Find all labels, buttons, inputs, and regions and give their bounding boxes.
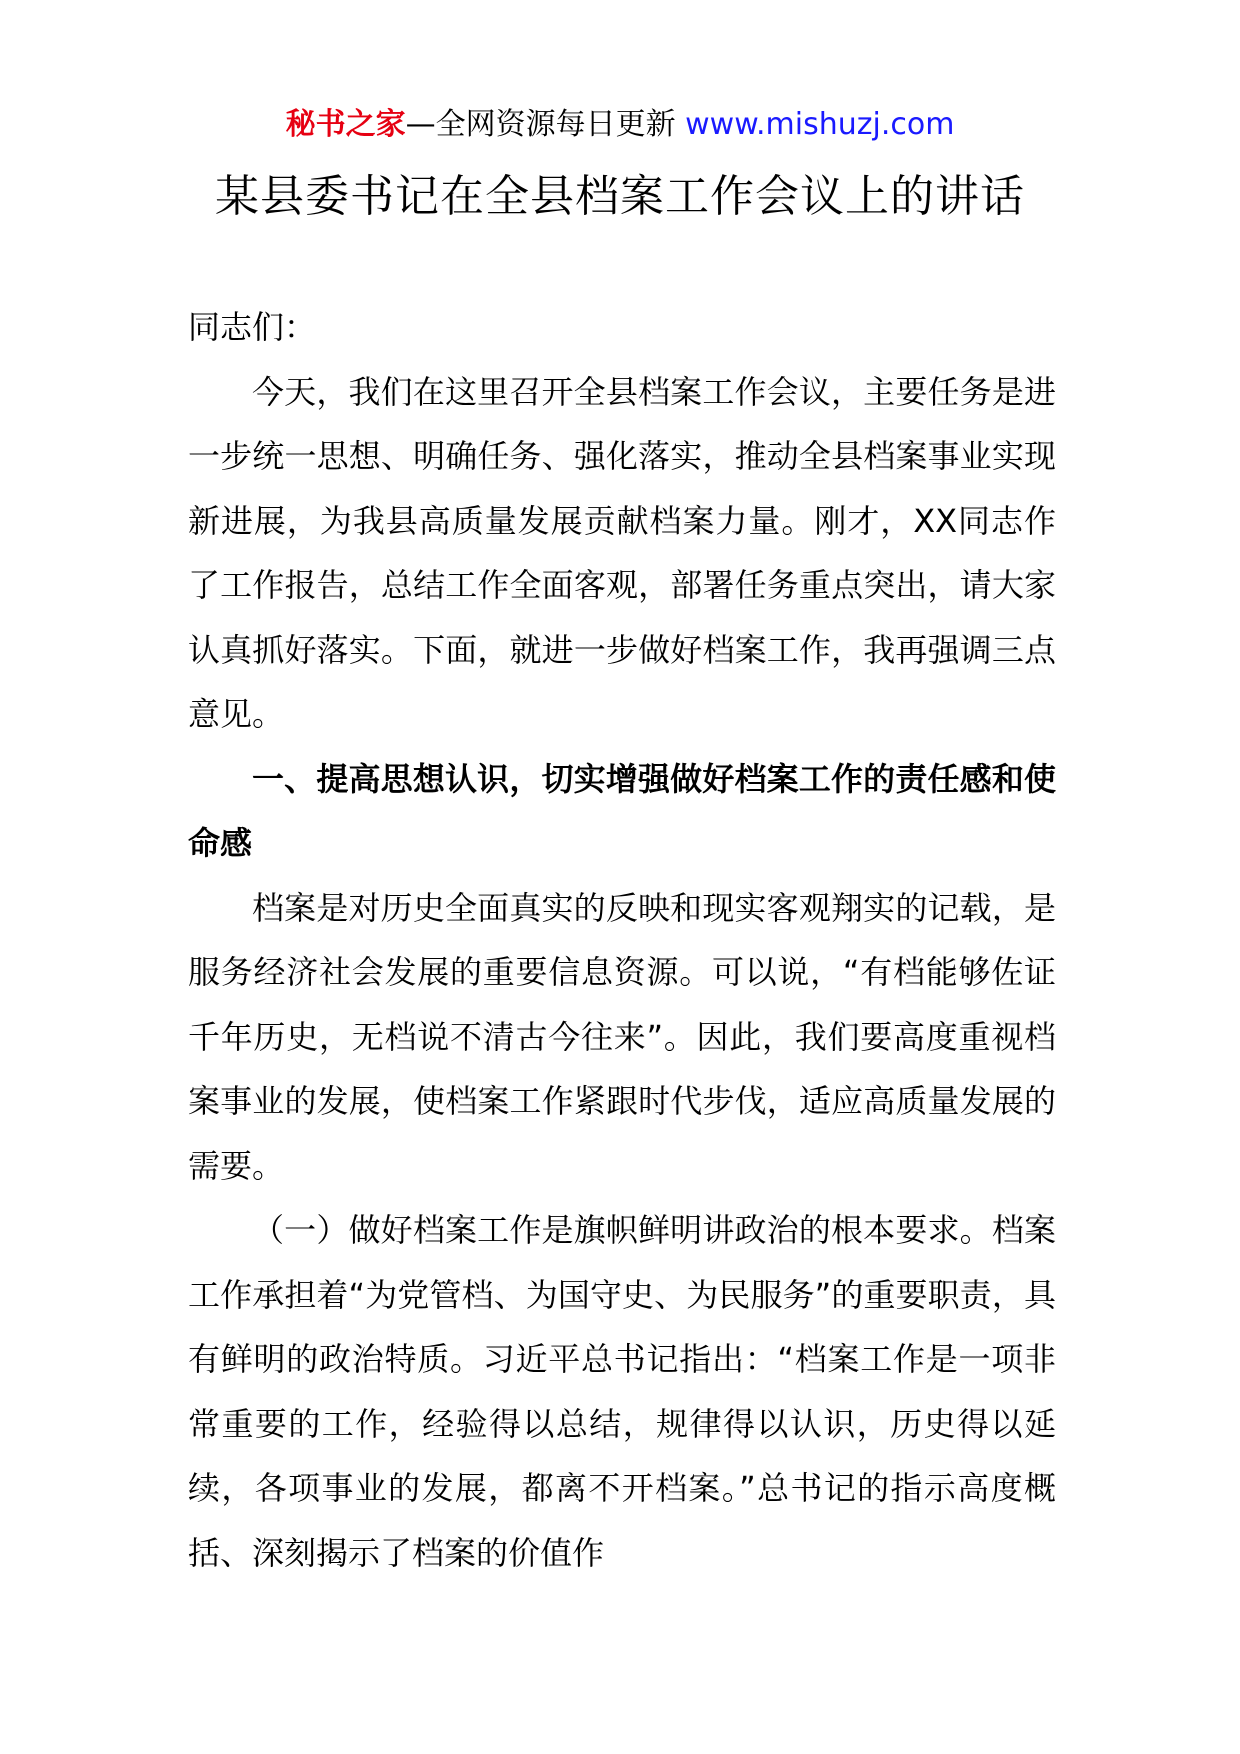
brand-name: 秘书之家 [285, 107, 406, 142]
salutation: 同志们： [188, 308, 317, 346]
banner-tagline: —全网资源每日更新 [405, 107, 686, 142]
document-title: 某县委书记在全县档案工作会议上的讲话 [215, 171, 1025, 222]
site-url-link[interactable]: www.mishuzj.com [685, 107, 955, 142]
paragraph-intro: 今天，我们在这里召开全县档案工作会议，主要任务是进一步统一思想、明确任务、强化落实，推动全县档案事业实现新进展，为我县高质量发展贡献档案力量。刚才，XX同志作了工作报告，总结工作全面客观，部署任务重点突出，请大家认真抓好落实。下面，就进一步做好档案工作，我再强调三点意见。 [188, 372, 1056, 733]
document-body [188, 295, 1056, 1585]
section-heading-1: 一、提高思想认识，切实增强做好档案工作的责任感和使命感 [188, 759, 1056, 862]
paragraph-subsection-1: （一）做好档案工作是旗帜鲜明讲政治的根本要求。档案工作承担着“为党管档、为国守史、为民服务”的重要职责，具有鲜明的政治特质。习近平总书记指出：“档案工作是一项非常重要的工作，经验得以总结，规律得以认识，历史得以延续，各项事业的发展，都离不开档案。”总书记的指示高度概括、深刻揭示了档案的价值作 [188, 1211, 1056, 1572]
site-banner [0, 100, 1240, 150]
paragraph-archive-value: 档案是对历史全面真实的反映和现实客观翔实的记载，是服务经济社会发展的重要信息资源。可以说，“有档能够佐证千年历史，无档说不清古今往来”。因此，我们要高度重视档案事业的发展，使档案工作紧跟时代步伐，适应高质量发展的需要。 [188, 888, 1056, 1185]
